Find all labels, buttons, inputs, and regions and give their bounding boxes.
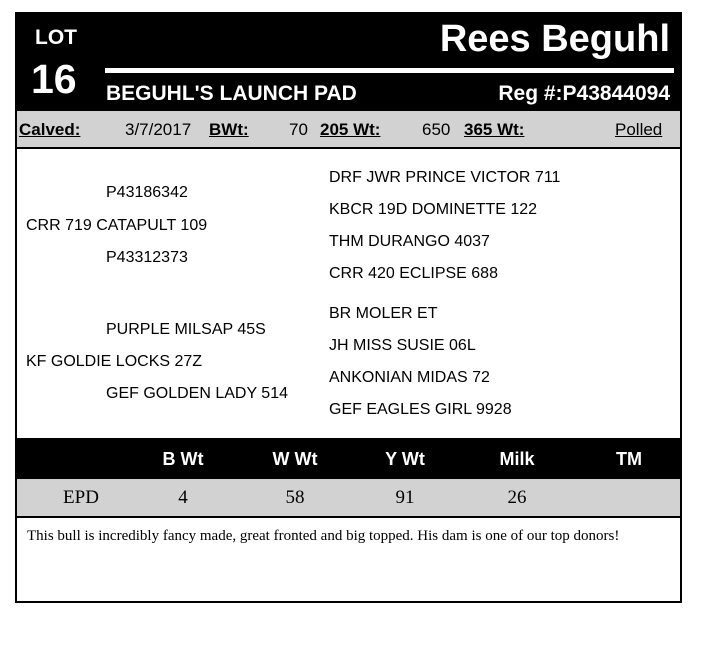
wt205-value: 650 [422,120,451,139]
header-divider [105,68,674,73]
lot-label: LOT [35,26,77,49]
epd-header-wwt: W Wt [272,449,318,469]
bwt-label: BWt: [209,120,249,139]
calved-value: 3/7/2017 [125,120,192,139]
lot-number: 16 [31,56,77,102]
bull-name: BEGUHL'S LAUNCH PAD [106,82,357,105]
sire-dam: P43312373 [106,249,188,266]
wt365-label: 365 Wt: [464,120,525,139]
bwt-value: 70 [289,120,308,139]
stats-bar [17,111,680,149]
pedigree [17,149,680,438]
dam-dam-sire: ANKONIAN MIDAS 72 [329,369,490,386]
sire-sire-sire: DRF JWR PRINCE VICTOR 711 [329,169,561,186]
sire-sire: P43186342 [106,184,188,201]
epd-wwt: 58 [285,487,305,508]
registration-number: Reg #:P43844094 [498,82,670,105]
dam: KF GOLDIE LOCKS 27Z [26,353,203,370]
epd-values-row [17,479,680,518]
polled-status: Polled [615,120,663,139]
dam-sire-sire: BR MOLER ET [329,305,438,322]
wt205-label: 205 Wt: [320,120,381,139]
sire-dam-dam: CRR 420 ECLIPSE 688 [329,265,498,282]
epd-header [17,438,680,479]
epd-header-tm: TM [616,449,642,469]
epd-header-milk: Milk [499,449,535,469]
epd-header-ywt: Y Wt [385,449,425,469]
epd-ywt: 91 [395,487,415,508]
sire: CRR 719 CATAPULT 109 [26,217,208,234]
owner-name: Rees Beguhl [439,18,670,60]
lot-card [15,12,682,603]
lot-comment: This bull is incredibly fancy made, great fronted and big topped. His dam is one of our top donors! [27,528,620,544]
epd-milk: 26 [507,487,527,508]
sire-sire-dam: KBCR 19D DOMINETTE 122 [329,201,538,218]
dam-dam-dam: GEF EAGLES GIRL 9928 [329,401,512,418]
lot-header [17,14,680,111]
sire-dam-sire: THM DURANGO 4037 [329,233,490,250]
dam-sire: PURPLE MILSAP 45S [106,321,266,338]
epd-bwt: 4 [178,487,188,508]
dam-dam: GEF GOLDEN LADY 514 [106,385,288,402]
dam-sire-dam: JH MISS SUSIE 06L [329,337,476,354]
epd-row-label: EPD [63,487,99,508]
epd-header-bwt: B Wt [162,449,204,469]
calved-label: Calved: [19,120,81,139]
